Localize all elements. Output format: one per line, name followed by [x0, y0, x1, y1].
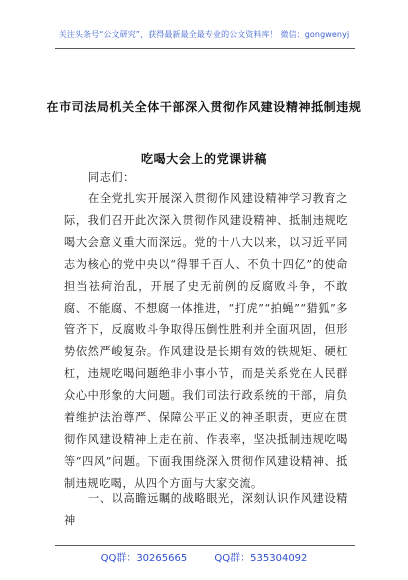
header-divider: [55, 48, 355, 49]
section-heading-paragraph: 一、以高瞻远瞩的战略眼光，深刻认识作风建设精神: [64, 492, 348, 527]
document-title-line-1: 在市司法局机关全体干部深入贯彻作风建设精神抵制违规: [46, 100, 362, 114]
greeting: 同志们：: [88, 171, 135, 184]
footer-divider: [55, 545, 355, 546]
footer-qq-group-1: QQ群：30265665: [100, 553, 188, 564]
footer-qq-group-2: QQ群：535304092: [214, 553, 308, 564]
body-paragraph: 在全党扎实开展深入贯彻作风建设精神学习教育之际，我们召开此次深入贯彻作风建设精神、抵制违规吃喝大会意义重大而深远。党的十八大以来，以习近平同志为核心的党中央以“得罪千百人、不负十四亿”的使命担当祛疴治乱，开展了史无前例的反腐败斗争，不敢腐、不能腐、不想腐一体推进，“打虎”“拍蝇”“猎狐”多管齐下，反腐败斗争取得压倒性胜利并全面巩固，但形势依然严峻复杂。作风建设是长期有效的铁规矩、硬杠杠，违规吃喝问题绝非小事小节，而是关系党在人民群众心中形象的大问题。我们司法行政系统的干部，肩负着维护法治尊严、保障公平正义的神圣职责，更应在贯彻作风建设精神上走在前、作表率，坚决抵制违规吃喝等“四风”问题。下面我围绕深入贯彻作风建设精神、抵制违规吃喝，从四个方面与大家交流。: [64, 192, 348, 490]
document-title-line-2: 吃喝大会上的党课讲稿: [140, 152, 267, 166]
header-notice: 关注头条号“公文研究”，获得最新最全最专业的公文资料库！ 微信：gongwenyj: [58, 30, 350, 39]
footer: [0, 549, 408, 564]
